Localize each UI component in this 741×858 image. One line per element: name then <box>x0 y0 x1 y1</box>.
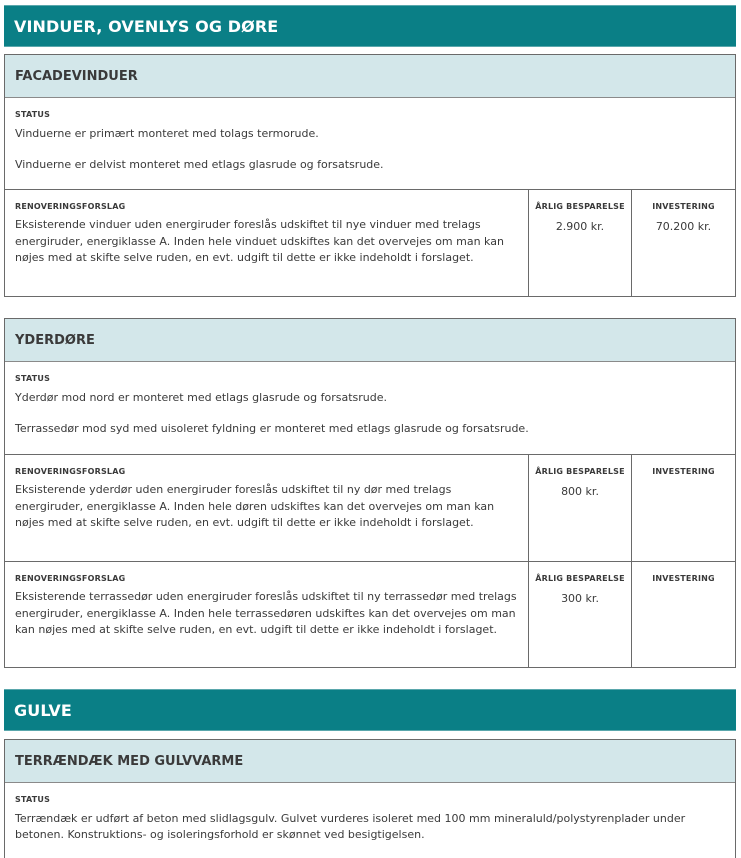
status-block <box>5 783 735 843</box>
besparelse-value: 300 kr. <box>561 592 599 605</box>
status-text: Yderdør mod nord er monteret med etlags glasrude og forsatsrude. <box>15 391 387 404</box>
forslag-row <box>5 562 735 667</box>
besparelse-value: 2.900 kr. <box>555 220 605 233</box>
section-title: VINDUER, OVENLYS OG DØRE <box>14 17 279 36</box>
terraendaek-box <box>4 739 736 858</box>
section-header-gulve <box>4 689 736 731</box>
investering-label: INVESTERING <box>652 574 715 583</box>
forslag-text: Eksisterende terrassedør uden energiruder foreslås udskiftet til ny terrassedør med trelags energiruder, energiklasse A. Inden hele terrassedøren udskiftes kan det overvejes om man kan nøjes med at skifte selve ruden, en evt. udgift til dette er ikke indeholdt i forslaget. <box>15 590 517 636</box>
status-text: Terrassedør mod syd med uisoleret fyldning er monteret med etlags glasrude og forsatsrude. <box>15 422 529 435</box>
status-block <box>5 362 735 455</box>
renovering-label: RENOVERINGSFORSLAG <box>15 574 126 583</box>
renovering-label: RENOVERINGSFORSLAG <box>15 467 126 476</box>
forslag-text: Eksisterende vinduer uden energiruder foreslås udskiftet til nye vinduer med trelags energiruder, energiklasse A. Inden hele vinduet udskiftes kan det overvejes om man kan nøjes med at skifte selve ruden, en evt. udgift til dette er ikke indeholdt i forslaget. <box>15 218 504 264</box>
status-label: STATUS <box>15 795 51 804</box>
investering-value: 70.200 kr. <box>655 220 712 233</box>
status-block <box>5 98 735 190</box>
forslag-text: Eksisterende yderdør uden energiruder foreslås udskiftet til ny dør med trelags energiruder, energiklasse A. Inden hele døren udskiftes kan det overvejes om man kan nøjes med at skifte selve ruden, en evt. udgift til dette er ikke indeholdt i forslaget. <box>15 483 495 529</box>
forslag-row <box>5 190 735 296</box>
section-header-vinduer <box>4 5 736 47</box>
investering-label: INVESTERING <box>652 202 715 211</box>
forslag-row <box>5 455 735 562</box>
status-label: STATUS <box>15 374 51 383</box>
box-title: TERRÆNDÆK MED GULVVARME <box>5 740 735 783</box>
status-text: Terrændæk er udført af beton med slidlagsgulv. Gulvet vurderes isoleret med 100 mm mineraluld/polystyrenplader under betonen. Konstruktions- og isoleringsforhold er skønnet ved besigtigelsen. <box>15 812 686 841</box>
facadevinduer-box <box>4 54 736 297</box>
besparelse-label: ÅRLIG BESPARELSE <box>535 202 625 211</box>
investering-label: INVESTERING <box>652 467 715 476</box>
besparelse-label: ÅRLIG BESPARELSE <box>535 574 625 583</box>
renovering-label: RENOVERINGSFORSLAG <box>15 202 126 211</box>
yderdore-box <box>4 318 736 668</box>
besparelse-label: ÅRLIG BESPARELSE <box>535 467 625 476</box>
status-label: STATUS <box>15 110 51 119</box>
status-text: Vinduerne er primært monteret med tolags termorude. <box>15 127 319 140</box>
box-title: FACADEVINDUER <box>5 55 735 98</box>
besparelse-value: 800 kr. <box>561 485 599 498</box>
box-title: YDERDØRE <box>5 319 735 362</box>
status-text: Vinduerne er delvist monteret med etlags glasrude og forsatsrude. <box>15 158 384 171</box>
section-title: GULVE <box>14 701 72 720</box>
